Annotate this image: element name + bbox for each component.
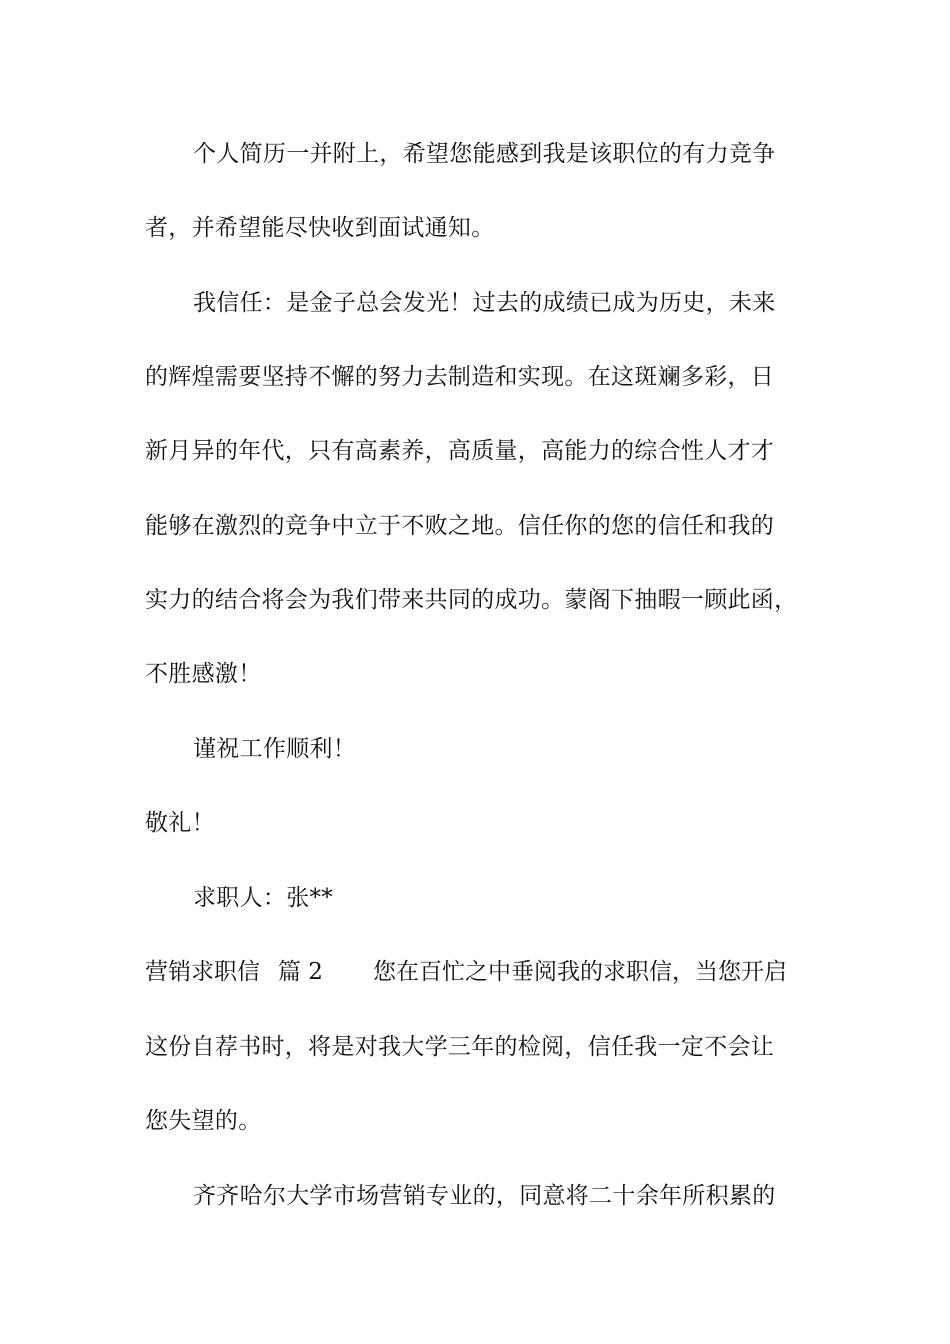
paragraph-line: 这份自荐书时，将是对我大学三年的检阅，信任我一定不会让 (145, 1034, 775, 1060)
paragraph-line: 能够在激烈的竞争中立于不败之地。信任你的您的信任和我的 (145, 513, 775, 539)
paragraph-line: 齐齐哈尔大学市场营销专业的，同意将二十余年所积累的 (193, 1183, 776, 1209)
paragraph-line: 您在百忙之中垂阅我的求职信，当您开启 (372, 959, 787, 985)
closing-wish: 谨祝工作顺利！ (193, 736, 357, 762)
paragraph-line: 个人简历一并附上，希望您能感到我是该职位的有力竞争 (193, 141, 776, 167)
paragraph-line: 不胜感激！ (145, 661, 262, 687)
paragraph-line: 我信任：是金子总会发光！过去的成绩已成为历史，未来 (193, 290, 776, 316)
paragraph-line: 您失望的。 (145, 1108, 262, 1134)
paragraph-line: 者，并希望能尽快收到面试通知。 (145, 215, 495, 241)
paragraph-line: 新月异的年代，只有高素养，高质量，高能力的综合性人才才 (145, 438, 775, 464)
letter-title: 营销求职信 (145, 959, 260, 985)
salutation: 敬礼！ (145, 810, 215, 836)
signature: 求职人：张** (193, 885, 334, 911)
section-label: 篇 2 (278, 959, 323, 985)
paragraph-line: 的辉煌需要坚持不懈的努力去制造和实现。在这斑斓多彩，日 (145, 364, 775, 390)
letter2-heading-row (145, 957, 825, 987)
paragraph-line: 实力的结合将会为我们带来共同的成功。蒙阁下抽暇一顾此函， (145, 587, 798, 613)
